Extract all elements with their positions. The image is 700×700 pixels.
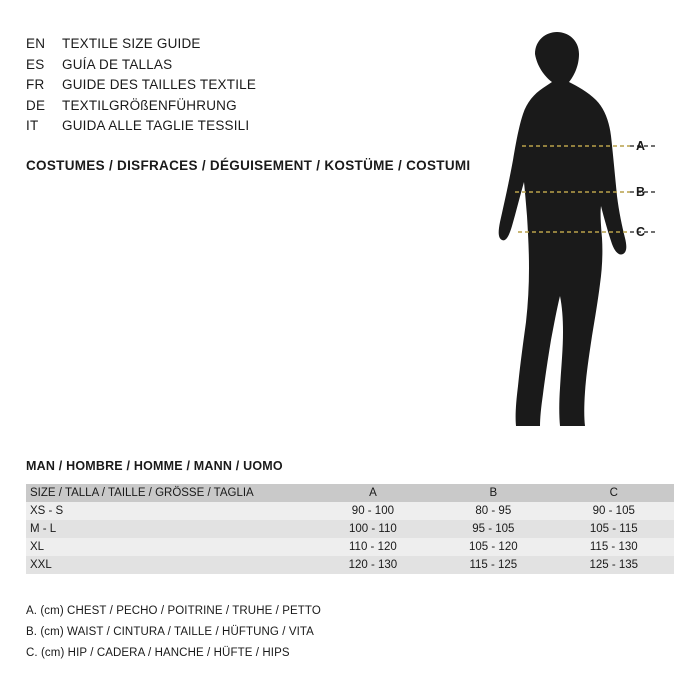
footnote-hip: C. (cm) HIP / CADERA / HANCHE / HÜFTE / HIPS bbox=[26, 647, 290, 659]
language-row bbox=[26, 55, 446, 76]
table-row bbox=[26, 556, 674, 574]
table-header-row bbox=[26, 484, 674, 502]
cell-waist: 115 - 125 bbox=[469, 559, 518, 571]
footnote-chest: A. (cm) CHEST / PECHO / POITRINE / TRUHE / PETTO bbox=[26, 605, 321, 617]
cell-waist: 105 - 120 bbox=[469, 541, 518, 553]
body-figure bbox=[470, 26, 685, 436]
measure-label-a: A bbox=[636, 139, 646, 153]
cell-size: XS - S bbox=[30, 505, 64, 517]
language-text: TEXTILE SIZE GUIDE bbox=[62, 36, 201, 51]
language-code: EN bbox=[26, 36, 46, 51]
cell-size: XXL bbox=[30, 559, 52, 571]
cell-chest: 110 - 120 bbox=[349, 541, 397, 553]
cell-chest: 100 - 110 bbox=[349, 523, 397, 535]
measure-label-b: B bbox=[636, 185, 646, 199]
footnote-list bbox=[26, 601, 526, 664]
cell-hip: 115 - 130 bbox=[589, 541, 638, 553]
column-header-size: SIZE / TALLA / TAILLE / GRÖSSE / TAGLIA bbox=[30, 487, 254, 499]
table-body bbox=[26, 502, 674, 574]
page-subtitle: COSTUMES / DISFRACES / DÉGUISEMENT / KOSTÜME / COSTUMI bbox=[26, 158, 471, 173]
language-row bbox=[26, 116, 446, 137]
language-row bbox=[26, 96, 446, 117]
footnote-waist: B. (cm) WAIST / CINTURA / TAILLE / HÜFTUNG / VITA bbox=[26, 626, 314, 638]
language-code: FR bbox=[26, 77, 45, 92]
table-row bbox=[26, 538, 674, 556]
male-silhouette-icon bbox=[470, 26, 685, 436]
column-header-a: A bbox=[369, 487, 377, 499]
cell-hip: 105 - 115 bbox=[589, 523, 638, 535]
language-text: TEXTILGRÖßENFÜHRUNG bbox=[62, 97, 237, 113]
cell-size: XL bbox=[30, 541, 45, 553]
language-row bbox=[26, 75, 446, 96]
size-table bbox=[26, 484, 674, 574]
language-text: GUÍA DE TALLAS bbox=[62, 56, 173, 72]
cell-size: M - L bbox=[30, 523, 57, 535]
language-code: ES bbox=[26, 56, 45, 72]
cell-waist: 80 - 95 bbox=[475, 505, 512, 517]
table-row bbox=[26, 502, 674, 520]
cell-chest: 120 - 130 bbox=[348, 559, 398, 571]
language-row bbox=[26, 34, 446, 55]
table-title: MAN / HOMBRE / HOMME / MANN / UOMO bbox=[26, 459, 283, 473]
language-list bbox=[26, 34, 446, 137]
language-code: IT bbox=[26, 118, 39, 133]
column-header-c: C bbox=[609, 487, 618, 499]
table-header bbox=[26, 484, 674, 502]
measure-label-c: C bbox=[636, 225, 646, 239]
language-text: GUIDE DES TAILLES TEXTILE bbox=[62, 77, 257, 92]
language-code: DE bbox=[26, 97, 46, 113]
cell-hip: 90 - 105 bbox=[592, 505, 635, 517]
table-row bbox=[26, 520, 674, 538]
column-header-b: B bbox=[489, 487, 498, 499]
cell-hip: 125 - 135 bbox=[589, 559, 639, 571]
cell-waist: 95 - 105 bbox=[472, 523, 515, 535]
language-text: GUIDA ALLE TAGLIE TESSILI bbox=[62, 118, 250, 133]
cell-chest: 90 - 100 bbox=[351, 505, 394, 517]
